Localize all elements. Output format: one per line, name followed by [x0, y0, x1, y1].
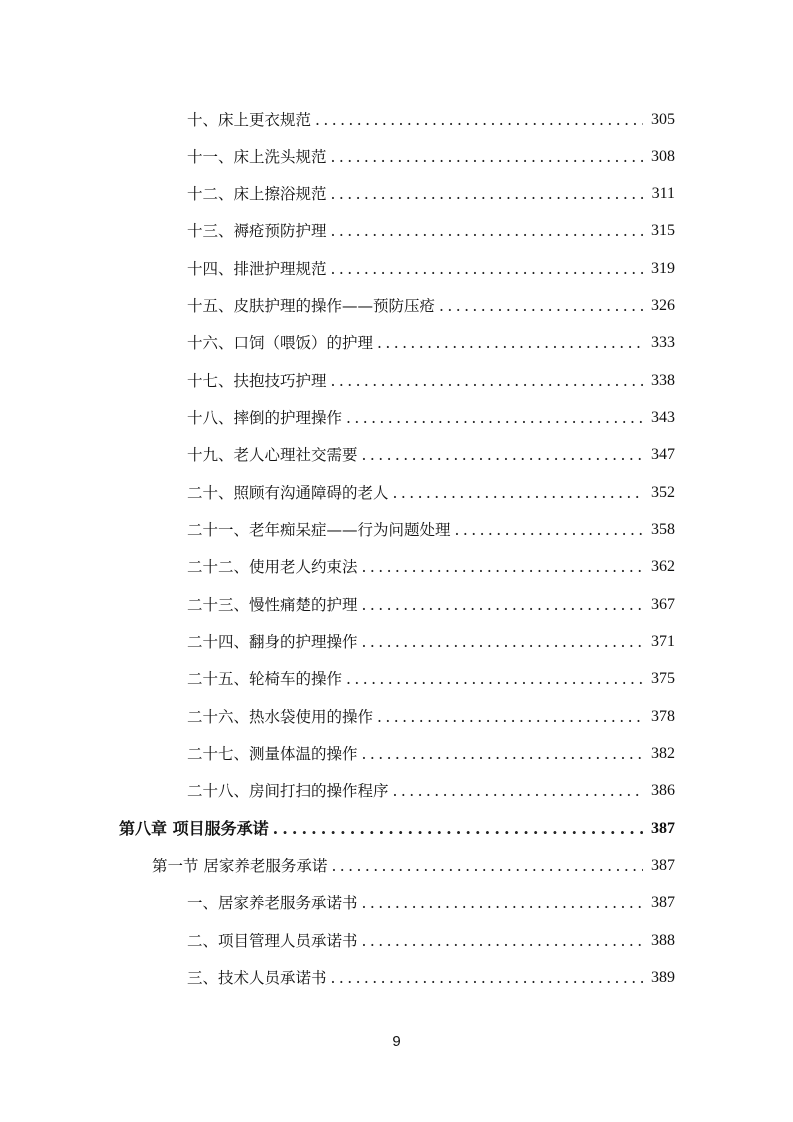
toc-entry-page: 311 [651, 185, 675, 202]
toc-entry-page: 326 [651, 297, 675, 314]
toc-leader-dots [331, 368, 643, 394]
toc-leader-dots [377, 330, 643, 356]
toc-entry-title: 二十八、房间打扫的操作程序 [187, 782, 389, 800]
toc-entry[interactable] [187, 107, 675, 133]
toc-leader-dots [362, 629, 643, 655]
toc-entry-title: 二十一、老年痴呆症——行为问题处理 [187, 521, 451, 539]
toc-entry-title: 二十六、热水袋使用的操作 [187, 708, 374, 726]
toc-entry-title: 十五、皮肤护理的操作——预防压疮 [187, 297, 436, 315]
toc-entry-page: 333 [651, 334, 675, 351]
toc-entry-page: 389 [651, 969, 675, 986]
toc-entry[interactable] [187, 890, 675, 916]
toc-entry[interactable] [187, 704, 675, 730]
toc-entry[interactable] [187, 778, 675, 804]
toc-entry[interactable] [187, 741, 675, 767]
toc-leader-dots [331, 144, 643, 170]
toc-entry[interactable] [187, 965, 675, 991]
toc-entry[interactable] [187, 517, 675, 543]
toc-leader-dots [331, 218, 643, 244]
toc-leader-dots [331, 256, 643, 282]
toc-entry-page: 378 [651, 708, 675, 725]
toc-leader-dots [346, 405, 643, 431]
toc-leader-dots [331, 181, 643, 207]
toc-leader-dots [362, 890, 643, 916]
toc-entry-title: 十八、摔倒的护理操作 [187, 409, 343, 427]
toc-entry-page: 375 [651, 670, 675, 687]
toc-chapter-page: 387 [651, 820, 675, 837]
toc-entry-title: 十九、老人心理社交需要 [187, 446, 358, 464]
toc-entry-page: 362 [651, 558, 675, 575]
toc-entry-title: 十六、口饲（喂饭）的护理 [187, 334, 374, 352]
toc-chapter-entry[interactable] [119, 816, 675, 842]
toc-entry-title: 十三、褥疮预防护理 [187, 222, 327, 240]
toc-entry-title: 二十三、慢性痛楚的护理 [187, 596, 358, 614]
toc-entry-title: 二十、照顾有沟通障碍的老人 [187, 484, 389, 502]
toc-entry[interactable] [187, 181, 675, 207]
toc-entry[interactable] [187, 256, 675, 282]
toc-entry[interactable] [187, 368, 675, 394]
toc-section-title: 第一节 居家养老服务承诺 [152, 857, 328, 875]
toc-entry-page: 319 [651, 260, 675, 277]
toc-entry[interactable] [187, 405, 675, 431]
toc-entry-page: 388 [651, 932, 675, 949]
toc-entry-title: 二十七、测量体温的操作 [187, 745, 358, 763]
toc-entry-page: 352 [651, 484, 675, 501]
toc-entry-page: 358 [651, 521, 675, 538]
toc-entry-page: 308 [651, 148, 675, 165]
toc-entry[interactable] [187, 554, 675, 580]
toc-leader-dots [346, 666, 643, 692]
toc-entry-title: 二十二、使用老人约束法 [187, 558, 358, 576]
toc-entry-title: 十、床上更衣规范 [187, 111, 312, 129]
toc-entry-page: 387 [651, 894, 675, 911]
toc-entry[interactable] [187, 666, 675, 692]
toc-leader-dots [362, 554, 643, 580]
toc-entry[interactable] [187, 218, 675, 244]
toc-leader-dots [455, 517, 643, 543]
toc-entry-title: 一、居家养老服务承诺书 [187, 894, 358, 912]
toc-chapter-title: 第八章 项目服务承诺 [119, 819, 269, 838]
toc-entry[interactable] [187, 144, 675, 170]
toc-leader-dots [273, 816, 643, 842]
toc-entry[interactable] [187, 330, 675, 356]
toc-entry-page: 371 [651, 633, 675, 650]
toc-section-page: 387 [651, 857, 675, 874]
toc-leader-dots [315, 107, 643, 133]
toc-entry-page: 338 [651, 372, 675, 389]
toc-entry-page: 315 [651, 222, 675, 239]
toc-leader-dots [393, 778, 643, 804]
toc-entry-title: 二、项目管理人员承诺书 [187, 932, 358, 950]
toc-entry-page: 305 [651, 111, 675, 128]
toc-entry[interactable] [187, 629, 675, 655]
toc-entry[interactable] [187, 592, 675, 618]
toc-entry[interactable] [187, 480, 675, 506]
toc-entry-title: 十七、扶抱技巧护理 [187, 372, 327, 390]
toc-leader-dots [393, 480, 643, 506]
toc-section-entry[interactable] [152, 853, 675, 879]
page-number: 9 [392, 1033, 401, 1050]
toc-entry[interactable] [187, 928, 675, 954]
toc-leader-dots [362, 928, 643, 954]
toc-entry-title: 十一、床上洗头规范 [187, 148, 327, 166]
toc-entry-page: 343 [651, 409, 675, 426]
toc-entry[interactable] [187, 442, 675, 468]
toc-leader-dots [331, 965, 643, 991]
toc-leader-dots [362, 741, 643, 767]
toc-entry[interactable] [187, 293, 675, 319]
toc-leader-dots [377, 704, 643, 730]
toc-entry-title: 十二、床上擦浴规范 [187, 185, 327, 203]
toc-entry-title: 二十四、翻身的护理操作 [187, 633, 358, 651]
toc-entry-title: 十四、排泄护理规范 [187, 260, 327, 278]
toc-leader-dots [362, 442, 643, 468]
toc-leader-dots [439, 293, 643, 319]
toc-entry-title: 二十五、轮椅车的操作 [187, 670, 343, 688]
toc-entry-title: 三、技术人员承诺书 [187, 969, 327, 987]
toc-leader-dots [362, 592, 643, 618]
toc-leader-dots [331, 853, 643, 879]
toc-entry-page: 386 [651, 782, 675, 799]
toc-entry-page: 367 [651, 596, 675, 613]
toc-entry-page: 347 [651, 446, 675, 463]
toc-entry-page: 382 [651, 745, 675, 762]
